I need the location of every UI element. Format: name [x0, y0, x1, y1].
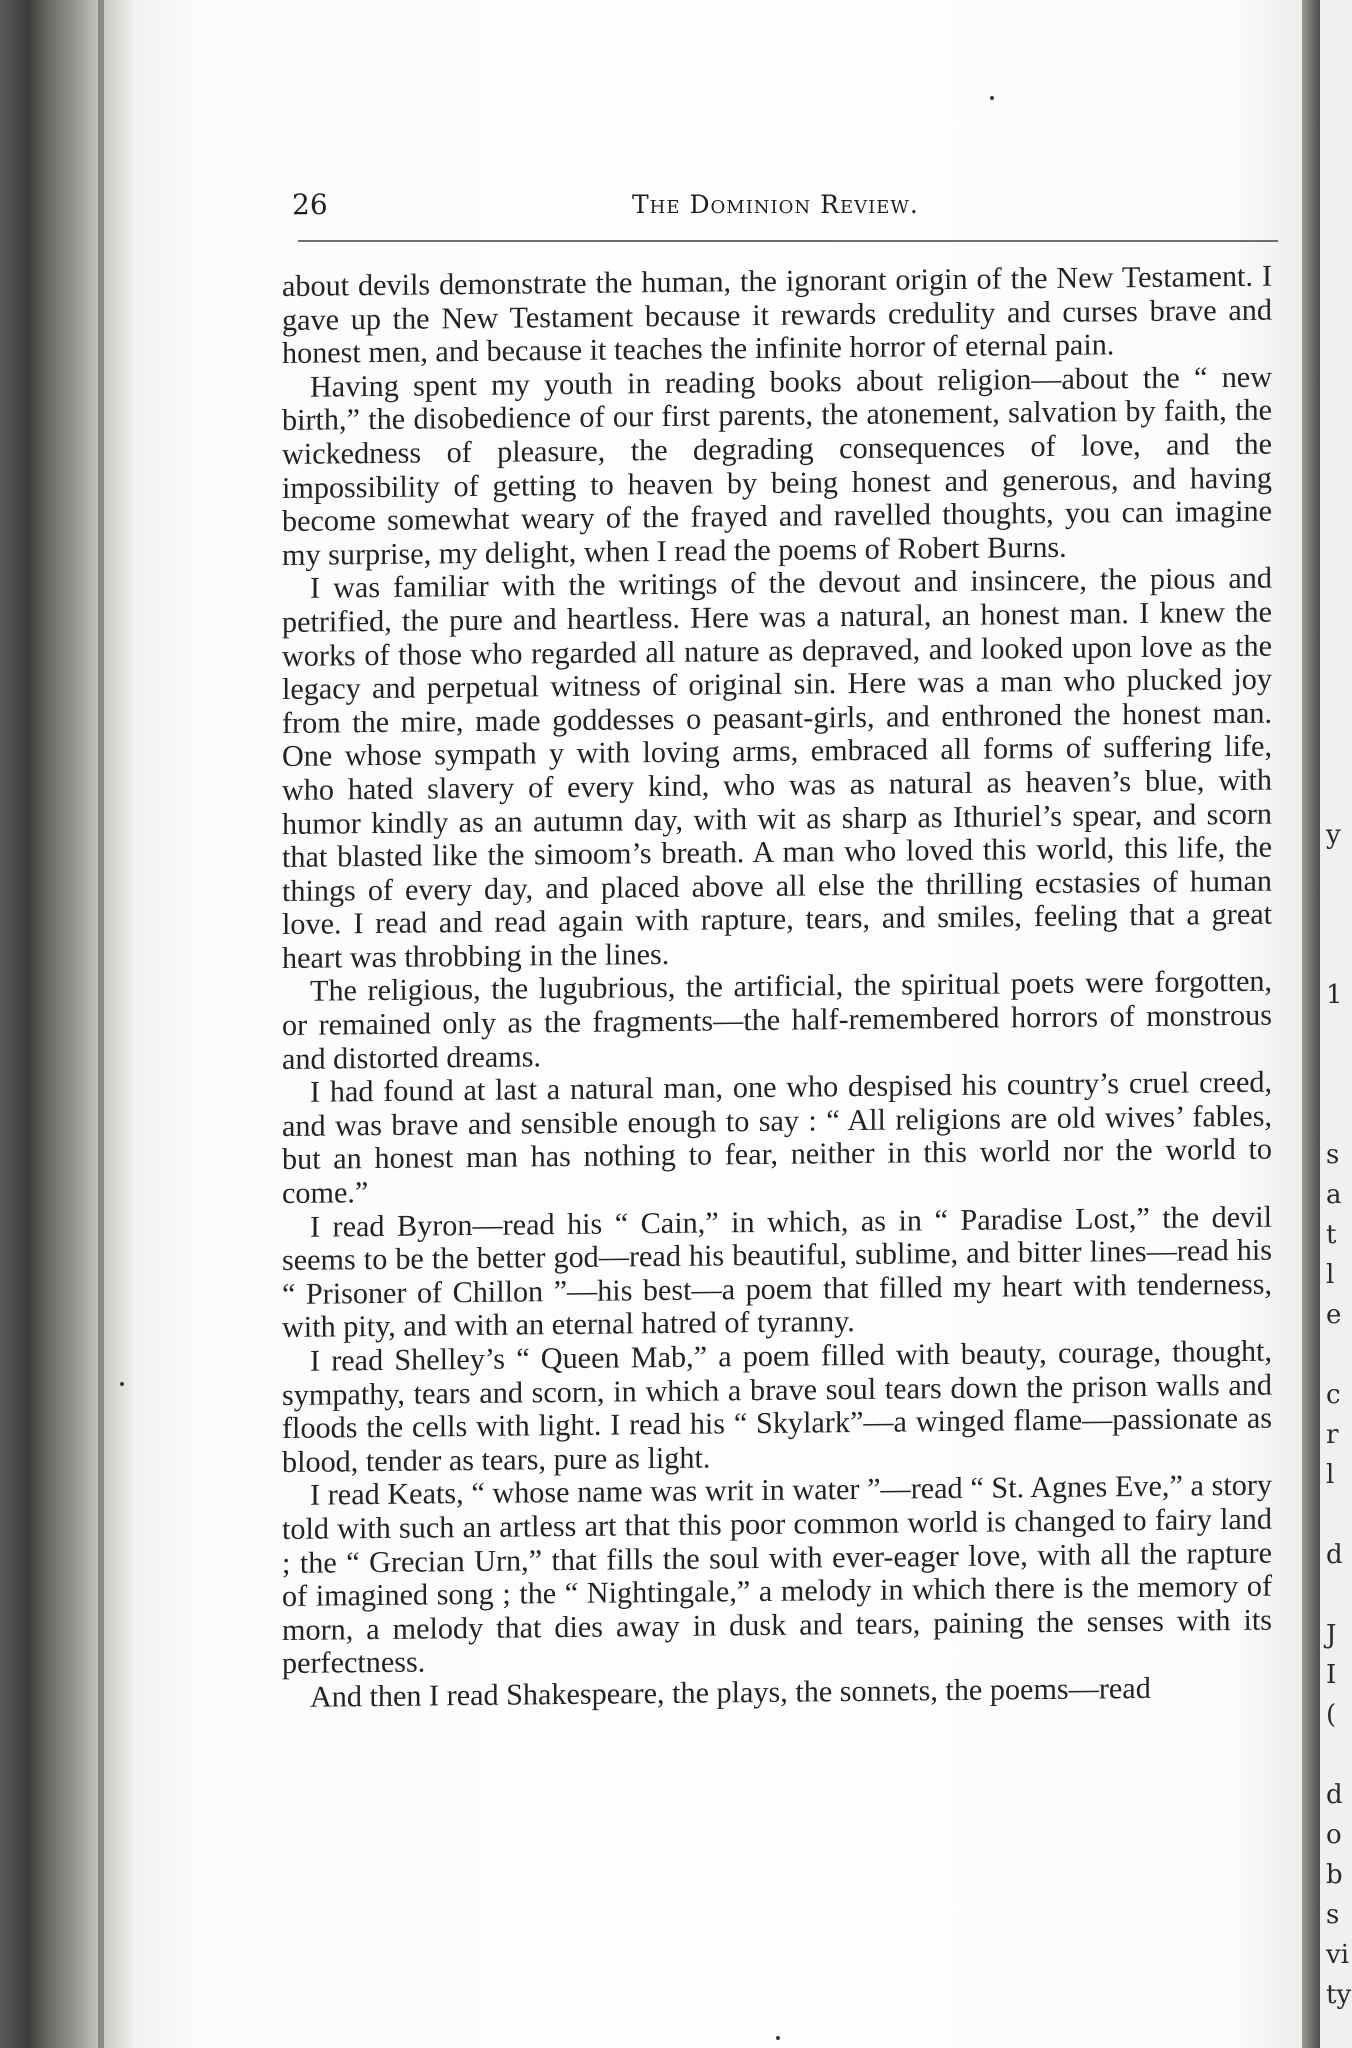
next-page-margin	[1320, 0, 1352, 2048]
next-page-fragment: d	[1326, 1780, 1343, 1810]
next-page-fragment: d	[1326, 1540, 1343, 1570]
paragraph: I read Shelley’s “ Queen Mab,” a poem filled with beauty, courage, thought, sympathy, tears and scorn, in which a brave soul tears down the prison walls and floods the cells with light. I read his “ Skylark”—a winged flame—passionate as blood, tender as tears, pure as light.	[282, 1333, 1272, 1479]
scan-speck	[776, 2036, 780, 2040]
paragraph: I had found at last a natural man, one who despised his country’s cruel creed, and was brave and sensible enough to say : “ All religions are old wives’ fables, but an honest man has nothing to fear, neither in this world nor the world to come.”	[282, 1064, 1272, 1211]
next-page-fragment: l	[1326, 1260, 1335, 1290]
next-page-fragment: r	[1326, 1420, 1339, 1450]
next-page-fragment: s	[1326, 1140, 1340, 1170]
next-page-fragment: ty	[1326, 1980, 1352, 2010]
paragraph: I read Byron—read his “ Cain,” in which, as in “ Paradise Lost,” the devil seems to be the better god—read his beautiful, sublime, and bitter lines—read his “ Prisoner of Chillon ”—his best—a poem that filled my heart with tenderness, with pity, and with an eternal hatred of tyranny.	[282, 1199, 1272, 1345]
binding-gutter	[0, 0, 70, 2048]
page-number: 26	[292, 188, 328, 221]
paragraph: The religious, the lugubrious, the artificial, the spiritual poets were forgotten, or remained only as the fragments—the half-remembered horrors of monstrous and distorted dreams.	[282, 964, 1272, 1076]
scan-speck	[990, 96, 994, 100]
next-page-fragment: 1	[1326, 980, 1343, 1010]
paragraph: And then I read Shakespeare, the plays, the sonnets, the poems—read	[310, 1670, 1151, 1714]
next-page-fragment: J	[1326, 1620, 1337, 1650]
next-page-fragment: t	[1326, 1220, 1337, 1250]
next-page-fragment: l	[1326, 1460, 1335, 1490]
next-page-fragment: o	[1326, 1820, 1342, 1850]
next-page-fragment: (	[1326, 1700, 1337, 1730]
next-page-fragment: s	[1326, 1900, 1340, 1930]
scan-speck	[120, 1382, 124, 1386]
paragraph: Having spent my youth in reading books about religion—about the “ new birth,” the disobedience of our first parents, the atonement, salvation by faith, the wickedness of pleasure, the degrading consequences of love, and the impossibility of getting to heaven by being honest and generous, and having become somewhat weary of the frayed and ravelled thoughts, you can imagine my surprise, my delight, when I read the poems of Robert Burns.	[282, 359, 1272, 572]
next-page-fragment: a	[1326, 1180, 1342, 1210]
page-header	[292, 188, 1282, 228]
binding-line	[98, 0, 104, 2048]
next-page-fragment: I	[1326, 1660, 1337, 1690]
header-rule	[298, 240, 1278, 242]
paragraph: about devils demonstrate the human, the ignorant origin of the New Testament. I gave up the New Testament because it rewards credulity and curses brave and honest men, and because it teaches the infinite horror of eternal pain.	[282, 258, 1272, 371]
next-page-fragment: b	[1326, 1860, 1343, 1890]
body-text	[282, 260, 1272, 1715]
paragraph: I was familiar with the writings of the devout and insincere, the pious and petrified, the pure and heartless. Here was a natural, an honest man. I knew the works of those who regarded all nature as depraved, and looked upon love as the legacy and perpetual witness of original sin. Here was a man who plucked joy from the mire, made goddesses o peasant-girls, and enthroned the honest man. One whose sympath y with loving arms, embraced all forms of suffering life, who hated slavery of every kind, who was as natural as heaven’s blue, with humor kindly as an autumn day, with wit as sharp as Ithuriel’s spear, and scorn that blasted like the simoom’s breath. A man who loved this world, this life, the things of every day, and placed above all else the thrilling ecstasies of human love. I read and read again with rapture, tears, and smiles, feeling that a great heart was throbbing in the lines.	[282, 560, 1272, 975]
page-edge-shadow	[1302, 0, 1320, 2048]
next-page-fragment: vi	[1326, 1940, 1350, 1970]
next-page-fragment: e	[1326, 1300, 1342, 1330]
paragraph: I read Keats, “ whose name was writ in water ”—read “ St. Agnes Eve,” a story told with such an artless art that this poor common world is changed to fairy land ; the “ Grecian Urn,” that fills the soul with ever-eager love, with all the rapture of imagined song ; the “ Nightingale,” a melody in which there is the memory of morn, a melody that dies away in dusk and tears, paining the senses with its perfectness.	[282, 1468, 1272, 1681]
next-page-fragment: c	[1326, 1380, 1341, 1410]
running-title: The Dominion Review.	[632, 190, 919, 219]
next-page-fragment: y	[1326, 820, 1341, 850]
